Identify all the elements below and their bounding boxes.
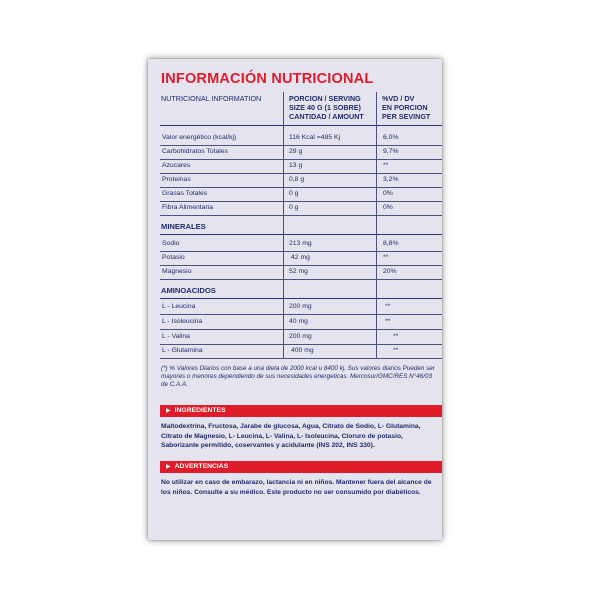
mineral-name: Magnesio: [162, 268, 192, 275]
row-divider: [160, 265, 442, 266]
nutrient-dv: 9,7%: [383, 148, 399, 155]
nutrient-dv: 0%: [383, 190, 393, 197]
nutrition-label-card: [148, 59, 442, 540]
advertencias-banner: [160, 461, 442, 473]
row-divider: [160, 358, 442, 359]
header-portion-line: CANTIDAD / AMOUNT: [289, 112, 364, 122]
header-portion-line: SIZE 40 G (1 SOBRE): [289, 103, 361, 113]
nutrient-amount: 0,8 g: [289, 176, 305, 183]
nutrient-amount: 0 g: [289, 204, 299, 211]
aminoacid-amount: 40 mg: [289, 318, 308, 325]
header-portion-line: PORCION / SERVING: [289, 94, 361, 103]
row-divider: [160, 344, 442, 345]
nutrient-name: Fibra Alimentaria: [162, 204, 213, 211]
section-divider: [160, 298, 442, 299]
mineral-dv: 20%: [383, 268, 397, 275]
header-divider: [160, 125, 442, 126]
advertencias-text: No utilizar en caso de embarazo, lactancia ni en niños. Mantener fuera del alcance de los niños. Consulte a su médico. Este producto no ser consumido por diabéticos.: [161, 479, 432, 496]
nutrient-dv: **: [383, 162, 389, 169]
nutrient-dv: 0%: [383, 204, 393, 211]
header-daily-value: [382, 94, 430, 122]
nutrient-name: Valor energético (kcal/kj): [162, 134, 237, 141]
nutrient-name: Azucares: [162, 162, 191, 169]
ingredientes-banner: [160, 405, 442, 417]
row-divider: [160, 251, 442, 252]
triangle-right-icon: ▶: [166, 464, 171, 470]
mineral-dv: 8,8%: [383, 240, 399, 247]
mineral-name: Potasio: [162, 254, 185, 261]
aminoacid-name: L - Glutamina: [162, 347, 203, 354]
row-divider: [160, 279, 442, 280]
aminoacid-amount: 200 mg: [289, 333, 312, 340]
row-divider: [160, 159, 442, 160]
advertencias-label: ADVERTENCIAS: [174, 463, 229, 470]
nutrient-name: Grasas Totales: [162, 190, 208, 197]
mineral-amount: 42 mg: [291, 254, 310, 261]
mineral-amount: 52 mg: [289, 268, 308, 275]
row-divider: [160, 173, 442, 174]
aminoacid-amount: 200 mg: [289, 303, 312, 310]
row-divider: [160, 215, 442, 216]
mineral-amount: 213 mg: [289, 240, 312, 247]
ingredientes-text: Maltodextrina, Fructosa, Jarabe de glucosa, Agua, Citrato de Sodio, L- Glutamina, Citrato de Magnesio, L- Leucina, L- Valina, L- Isoleucina, Cloruro de potasio, Saborizante permitido, coservantes y acidulante (INS 202, INS 330).: [161, 423, 421, 450]
mineral-dv: **: [383, 254, 389, 261]
aminoacid-dv: **: [385, 303, 391, 310]
label-title: INFORMACIÓN NUTRICIONAL: [161, 71, 374, 87]
row-divider: [160, 145, 442, 146]
aminoacid-amount: 400 mg: [291, 347, 314, 354]
row-divider: [160, 314, 442, 315]
nutrient-name: Carbohidratos Totales: [162, 148, 228, 155]
header-dv-line: %VD / DV: [382, 94, 415, 103]
aminoacid-dv: **: [393, 333, 399, 340]
section-title-minerales: MINERALES: [161, 222, 206, 231]
header-dv-line: EN PORCION: [382, 103, 428, 113]
aminoacid-dv: **: [393, 347, 399, 354]
row-divider: [160, 329, 442, 330]
nutrient-dv: 6,0%: [383, 134, 399, 141]
header-portion: [289, 94, 364, 122]
nutrient-amount: 0 g: [289, 190, 299, 197]
row-divider: [160, 201, 442, 202]
mineral-name: Sodio: [162, 240, 180, 247]
column-separator: [376, 92, 377, 358]
nutrient-amount: 13 g: [289, 162, 303, 169]
nutrient-amount: 116 Kcal =485 Kj: [289, 134, 341, 141]
header-dv-line: PER SEVINGT: [382, 112, 431, 122]
nutrient-amount: 29 g: [289, 148, 303, 155]
aminoacid-name: L - Leucina: [162, 303, 196, 310]
nutrient-dv: 3,2%: [383, 176, 399, 183]
daily-values-footnote: (*) % Valores Diarios con base a una dieta de 2000 kcal u 8400 kj. Sus valores diarios Pueden ser mayores o menores dependiendo de sus necesidades energeticas. Mercosur/GMC/RES N°46/03 de C.A.A.: [161, 365, 435, 389]
column-separator: [283, 92, 284, 358]
triangle-right-icon: ▶: [166, 408, 171, 414]
row-divider: [160, 187, 442, 188]
ingredientes-label: INGREDIENTES: [174, 407, 226, 414]
aminoacid-name: L - Isoleucina: [162, 318, 203, 325]
nutrient-name: Proteinas: [162, 176, 191, 183]
section-title-aminoacidos: AMINOACIDOS: [161, 286, 216, 295]
aminoacid-dv: **: [385, 318, 391, 325]
section-divider: [160, 234, 442, 235]
header-nutritional-information: NUTRICIONAL INFORMATION: [161, 94, 262, 103]
aminoacid-name: L - Valina: [162, 333, 190, 340]
